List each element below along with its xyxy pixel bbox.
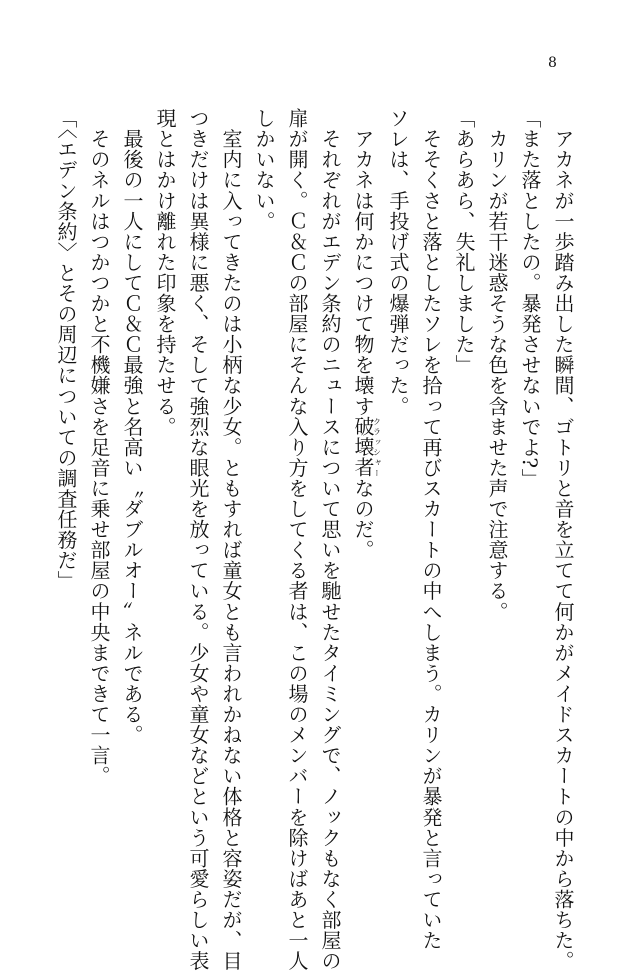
text-line-with-ruby [346,108,381,848]
text-line: 最後の一人にしてＣ＆Ｃ最強と名高い〝ダブルオー〟ネルである。 [120,108,144,746]
text-line: そのネルはつかつかと不機嫌さを足音に乗せ部屋の中央まできて一言。 [87,108,111,787]
text-line: カリンが若干迷惑そうな色を含ませた声で注意する。 [485,108,509,622]
text-line: ソレは、手投げ式の爆弾だった。 [386,108,410,417]
text-line: アカネが一歩踏み出した瞬間、ゴトリと音を立てて何かがメイドスカートの中から落ちた。 [551,108,575,971]
text-line: 「あらあら、失礼しました」 [452,108,476,376]
text-line: 「〈エデン条約〉とその周辺についての調査任務だ」 [54,108,78,592]
ruby-word [351,416,382,478]
text-line: そそくさと落としたソレを拾って再びスカートの中へしまう。カリンが暴発と言っていた [419,108,443,951]
text-line: 室内に入ってきたのは小柄な少女。ともすれば童女とも言われかねない体格と容姿だが、目 [219,108,243,971]
ruby-base: 破壊者 [351,416,375,478]
ruby-reading: クラッシャー [372,416,382,478]
text-line: 「また落としたの。暴発させないでよ?」 [518,108,542,490]
body-text [49,108,579,971]
text-line: 現とはかけ離れた印象を持たせる。 [153,108,177,437]
text-segment: なのだ。 [351,477,375,561]
text-line: それぞれがエデン条約のニュースについて思いを馳せたタイミングで、ノックもなく部屋の [318,108,342,971]
page-number: 8 [548,55,557,71]
text-line: しかいない。 [252,108,276,232]
text-line: つきだけは異様に悪く、そして強烈な眼光を放っている。少女や童女などという可愛らしい表 [186,108,210,971]
text-line: 扉が開く。Ｃ＆Ｃの部屋にそんな入り方をしてくる者は、この場のメンバーを除けばあと一人 [285,108,309,971]
text-segment: アカネは何かにつけて物を壊す [351,108,375,417]
